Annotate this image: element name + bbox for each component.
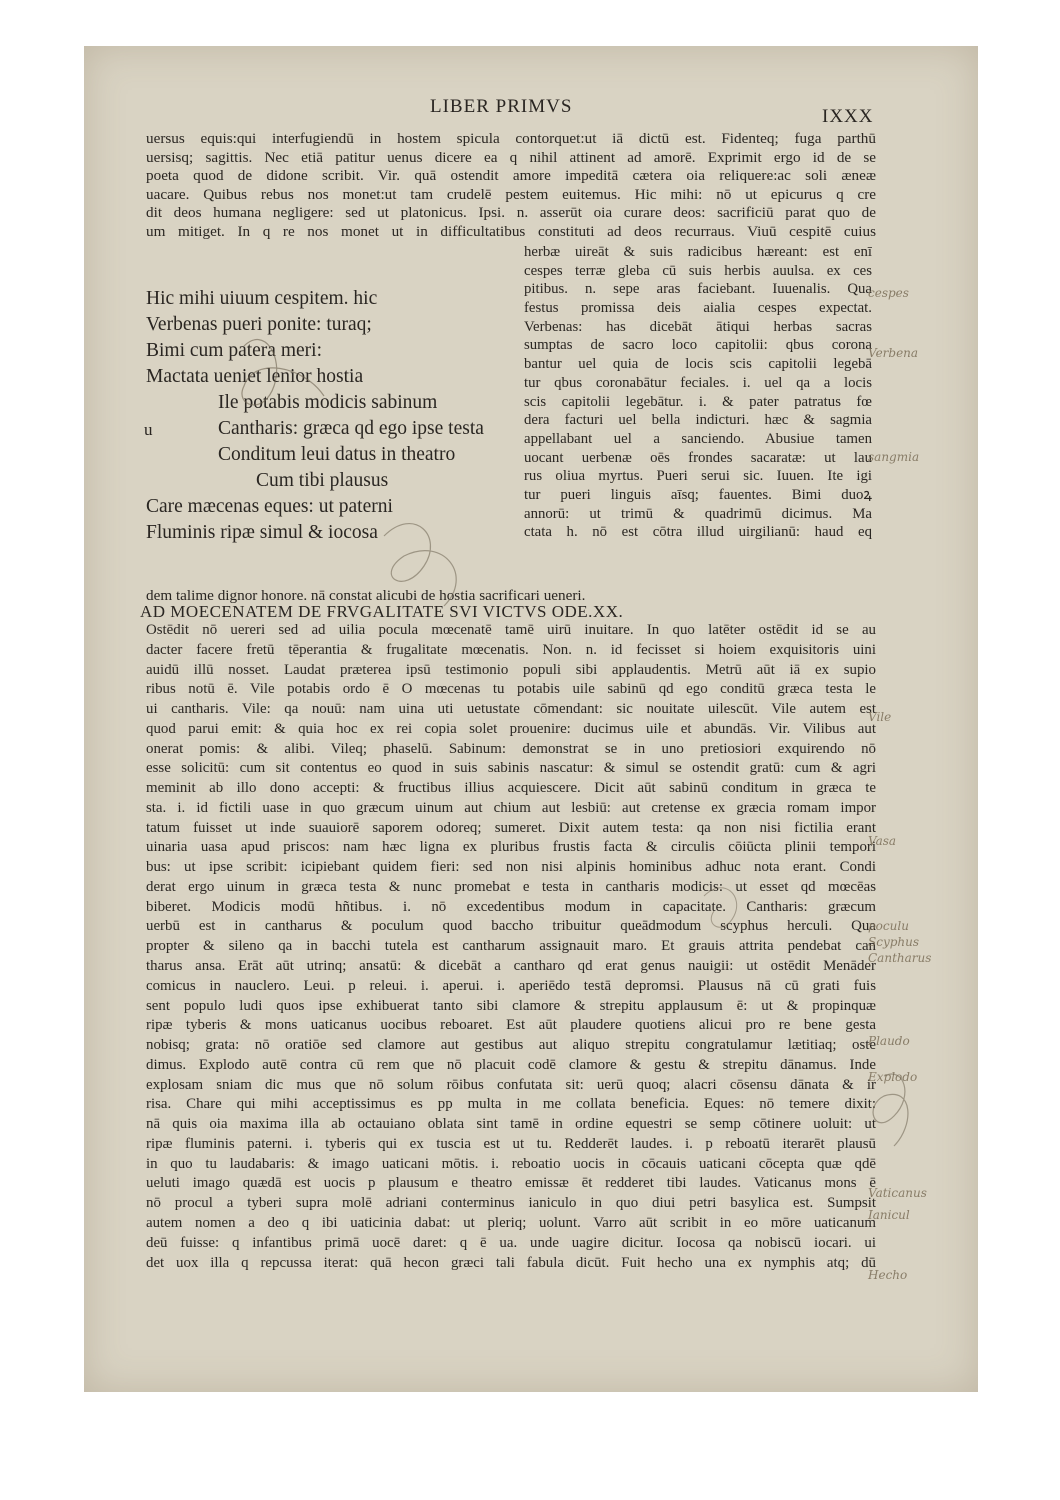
text-line: annorū: ut trimū & quadrimū dicimus. Ma — [524, 505, 872, 522]
text-line: tharus ansa. Erāt aūt utrinq; ansatū: & dicebāt a cantharo qd erat genus nauigii: ut ostēdit Menāder — [146, 958, 876, 975]
text-line: cespes terræ gleba cū suis herbis auulsa. ex ces — [524, 262, 872, 279]
text-line: ripæ tyberis & mons uaticanus uocibus reboaret. Est aūt plaudere quotiens alicui pro re bene gesta — [146, 1017, 876, 1034]
verse-line: Verbenas pueri ponite: turaq; — [146, 314, 372, 335]
text-line: nobisq; grata: nō oratiōe sed clamore aut gestibus aut aliquo strepitu congratulamur lætitiaq; oste — [146, 1037, 876, 1054]
text-line: sent populo ludi quos ipse exhibuerat tanto sibi clamore & strepitu applausum ē: ut & propinquæ — [146, 997, 876, 1014]
curl-scribble — [242, 340, 324, 405]
marginal-note: poculu Scyphus Cantharus — [868, 919, 932, 965]
text-line: propter & sileno qa in bacchi tutela est cantharum assignauit maro. Et grauis attrita pendebat can — [146, 938, 876, 955]
text-line: dimus. Explodo autē contra cū rem que nō placuit codē clamore & gestu & strepitu dānamus. Inde — [146, 1056, 876, 1073]
text-line: det uox illa q repcussa iterat: quā hecon græci tali fabula dicūt. Fuit hecho una ex nymphis atq; dū — [146, 1254, 876, 1271]
text-line: uacare. Quibus rebus nos monet:ut tam crudelē pestem euitemus. Hic mihi: nō ut epicurus q cre — [146, 185, 876, 203]
marginal-note: sangmia — [868, 450, 920, 464]
text-line: tatum fuisset ut inde suauiorē saporem odoreq; sumeret. Dixit autem testa: qa non nisi fictilia erant — [146, 819, 876, 836]
marginal-note: Vile — [868, 710, 892, 724]
text-line: herbæ uireāt & suis radicibus hæreant: est enī — [524, 244, 872, 260]
running-title: LIBER PRIMVS — [430, 96, 573, 117]
curl-scribble — [384, 524, 456, 606]
text-line: biberet. Modicis modū hñtibus. i. nō excedentibus modum in capacitate. Cantharis: græcum — [146, 898, 876, 915]
marginal-note: cespes — [868, 286, 909, 300]
curl-scribble — [704, 888, 737, 927]
verse-line: Fluminis ripæ simul & iocosa — [146, 522, 378, 543]
verse-line: Ile potabis modicis sabinum — [218, 392, 438, 413]
text-line: comicus in nauclero. Leui. p releui. i. aperui. i. aperiēdo testā depromsi. Plausus nā cū grati fuis — [146, 977, 876, 994]
text-line: quod parui emit: & quia hoc ex rei copia solet prouenire: ducimus uile et abundās. Vir. Vilibus aut — [146, 720, 876, 737]
text-line: uersisq; sagittis. Nec etiā patitur uenus dicere ea q nihil attinent ad amorē. Exprimit ergo id de se — [146, 148, 876, 166]
text-line: auidū illū nosset. Laudat præterea ipsū testimonio populi sibi applaudentis. Metrū aūt iā ex supio — [146, 661, 876, 678]
marginal-note: Vasa — [868, 834, 897, 848]
ode-heading: AD MOECENATEM DE FRVGALITATE SVI VICTVS ODE.XX. — [140, 602, 624, 621]
text-line: uersus equis:qui interfugiendū in hostem spicula contorquet:ut iā dictū est. Fidenteq; fuga parthū — [146, 130, 876, 147]
text-line: ueluti imago quædā est uocis p plausum e theatro emissæ ēt redderet tibi laudes. Vaticanus mons ē — [146, 1175, 876, 1192]
text-line: esse solicitū: cum sit contentus eo quod in suis sabinis nascatur: & simul se ostendit gratū: cum & agri — [146, 760, 876, 777]
marginal-note: Plaudo — [868, 1034, 910, 1048]
ink-scribbles — [84, 46, 978, 1392]
text-line: dera facturi uel bella indicturi. hæc & sagmia — [524, 412, 872, 429]
text-line: bantur uel quia de locis scis capitolii legebā — [524, 356, 872, 373]
text-line: deū fuisse: q infantibus primā uocē daret: q ē ua. unde uagire dicitur. Iocosa qa nobiscū iocari. ui — [146, 1234, 876, 1251]
folio-number: IXXX — [822, 106, 874, 127]
text-line: poeta quod de didone scribit. Vir. quā ostendit amore impeditā cætera oia reliquere:ac soli æneæ — [146, 167, 876, 185]
text-line: dem talime dignor honore. nā constat alicubi de hostia sacrificari ueneri. — [146, 587, 586, 604]
text-line: autem nomen a deo q ibi uaticinia dabat: ut pleriq; uolunt. Varro aūt scribit in eo mōre uaticanum — [146, 1214, 876, 1231]
text-line: in quo tu laudabaris: & imago uaticani mōtis. i. reboatio uocis in cōcauis uaticani cōcepta quæ qdē — [146, 1155, 876, 1172]
text-line: nō procul a tyberi supra molē adriani conterminus ianiculo in quo diui petri basylica est. Sumpsit — [146, 1195, 876, 1212]
text-line: tur pueri linguis aīsq; fauentes. Bimi duoꝝ — [524, 486, 872, 503]
text-line: uocant uerbenæ oēs frondes sacaratæ: ut lau — [524, 449, 872, 466]
text-line: dacter facere fretū tēperantia & frugalitate mœcenatis. Non. n. id fecisset si hoiem exquisitoris uini — [146, 641, 876, 658]
text-line: appellabant uel a sanciendo. Abusiue tamen — [524, 430, 872, 447]
text-line: nā quis oia maxima illa ab octauiano oblata sint tamē in ordine equestri se semp cōtinere uoluit: ut — [146, 1116, 876, 1133]
text-line: derat ergo uinum in græca testa & nunc promebat e testa in cantharis modicis: ut esset qd mœcēas — [146, 878, 876, 895]
text-line: uinaria uasa apud priscos: nam hæc ligna ex pluribus frustis facta & circulis cōiūcta plinii tempori — [146, 839, 876, 856]
text-line: uerbū est in cantharus & poculum quod baccho tribuitur queādmodum scyphus herculi. Qua — [146, 918, 876, 935]
text-line: ui cantharis. Vile: qa nouū: nam uina uti uetustate cōmendant: sic nouitate uilescūt. Vile autem est — [146, 701, 876, 718]
text-line: tur qbus coronabātur feciales. i. uel qa a locis — [524, 374, 872, 391]
text-line: sumptas de sacro loco capitolii: qbus corona — [524, 337, 872, 354]
text-line: ctata h. nō est cōtra illud uirgilianū: haud eq — [524, 524, 872, 541]
marginal-note: Hecho — [868, 1268, 908, 1282]
text-line: risa. Chare qui mihi acceptissimus es pp multa in me collata beneficia. Eques: nō temere dixit: — [146, 1096, 876, 1113]
verse-line: Care mæcenas eques: ut paterni — [146, 496, 393, 517]
text-line: explosam sniam dic mus que nō solum rōibus confutata sit: uerū quoq; alacri cōsensu dānata & ir — [146, 1076, 876, 1093]
verse-line: Conditum leui datus in theatro — [218, 444, 456, 465]
text-line: dit deos humana negligere: sed ut platonicus. Ipsi. n. asserūt oia curare deos: sacrificiū parat quo de — [146, 204, 876, 222]
text-line: bus: ut ipse scribit: icipiebant quidem fieri: sed non nisi alpinis hominibus adhuc nota erant. Condi — [146, 859, 876, 876]
text-line: ripæ fluminis paterni. i. tyberis qui ex tuscia est ut tu. Redderēt laudes. i. p reboatū iterarēt plausū — [146, 1135, 876, 1152]
text-line: um mitiget. In q re nos monet ut in difficultatibus constituti ad deos recurraus. Viuū cespitē cuius — [146, 222, 876, 240]
text-line: Ostēdit nō uereri sed ad uilia pocula mœcenatē tamē uirū inuitare. In quo latēter ostēdit id se au — [146, 622, 876, 638]
curl-scribble — [873, 1074, 908, 1146]
text-line: sta. i. id fictili uase in quo græcum uinum aut chium aut lesbiū: aut cretense ex græcia romam impor — [146, 799, 876, 816]
text-line: onerat pomis: & alibi. Vileq; phaselū. Sabinum: demonstrat se in uno pretiosiori exquirendo nō — [146, 740, 876, 757]
verse-line: Cantharis: græca qd ego ipse testa — [218, 418, 484, 439]
marginal-note: Vaticanus — [868, 1186, 927, 1200]
book-page — [84, 46, 978, 1392]
verse-line: Cum tibi plausus — [256, 470, 389, 491]
marginal-note: Ianicul — [868, 1208, 910, 1222]
text-line: Verbenas: has dicebāt ātiqui herbas sacras — [524, 318, 872, 335]
text-line: pitibus. n. sepe aras faciebant. Iuuenalis. Qua — [524, 281, 872, 298]
text-line: meminit ab illo dono accepti: & fructibus illius acquiescere. Dicit aūt sabinū conditum in græca te — [146, 780, 876, 797]
margin-letter: u — [144, 420, 153, 439]
text-line: scis capitolii legebātur. i. & pater patratus fœ — [524, 393, 872, 410]
verse-line: Mactata ueniet lenior hostia — [146, 366, 364, 387]
verse-line: Hic mihi uiuum cespitem. hic — [146, 288, 378, 309]
text-line: ribus notū ē. Vile potabis ordo ē O mœcenas tu potabis uile sabinū qd ego conditū græca testa le — [146, 681, 876, 698]
marginal-note: Explodo — [868, 1070, 918, 1084]
marginal-note: Verbena — [868, 346, 919, 360]
text-line: rus oliua myrtus. Pueri serui sic. Iuuen. Ite igi — [524, 468, 872, 485]
text-line: festus promissa deis aialia cespes expectat. — [524, 300, 872, 317]
verse-line: Bimi cum patera meri: — [146, 340, 322, 361]
